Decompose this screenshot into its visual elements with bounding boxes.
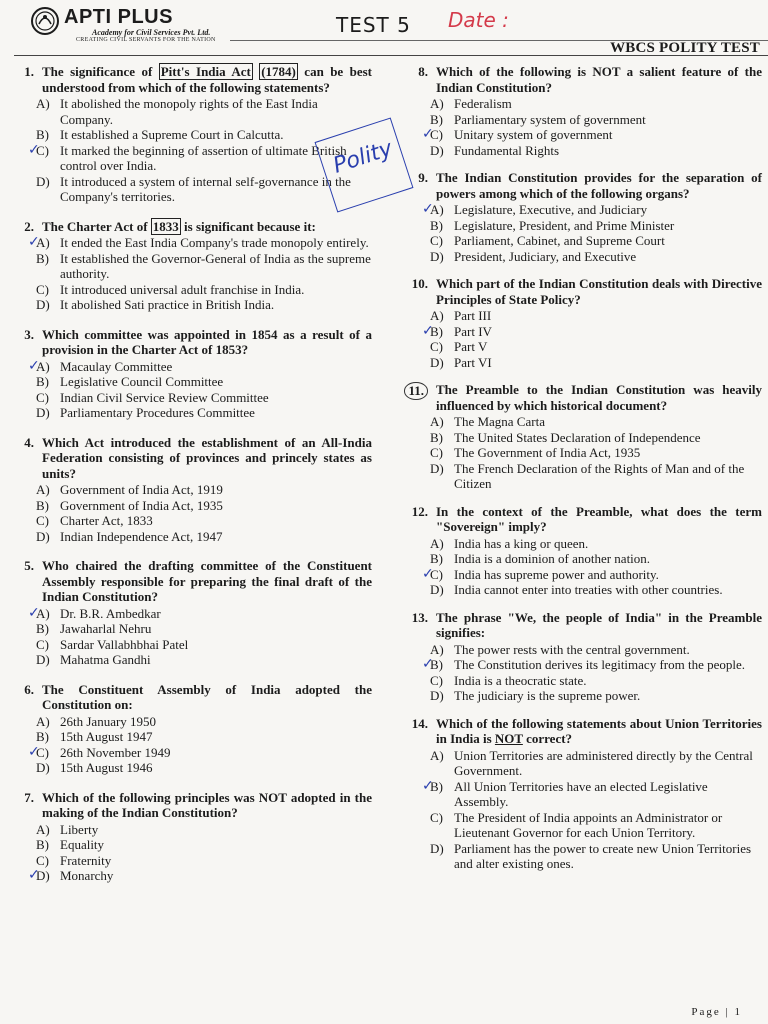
option-text: The judiciary is the supreme power. xyxy=(454,688,641,703)
check-mark-icon: ✓ xyxy=(422,201,434,217)
check-mark-icon: ✓ xyxy=(28,234,40,250)
option-text: It introduced a system of internal self-governance in the Company's territories. xyxy=(60,173,351,204)
option-letter: C) xyxy=(36,281,49,297)
options-list xyxy=(422,96,762,158)
question-3 xyxy=(6,327,372,421)
option-text: Parliamentary Procedures Committee xyxy=(60,405,255,420)
question-number: 14. xyxy=(411,715,428,731)
top-divider xyxy=(14,55,768,56)
option-text: Parliamentary system of government xyxy=(454,111,646,127)
option-a[interactable] xyxy=(430,414,762,430)
question-stem xyxy=(400,382,762,413)
option-text: 26th January 1950 xyxy=(60,713,157,729)
question-number: 1. xyxy=(24,64,34,79)
question-text: Which part of the Indian Constitution deals with Directive Principles of State Policy? xyxy=(436,276,762,307)
question-number: 8. xyxy=(418,64,428,79)
option-letter: C) xyxy=(36,744,49,760)
option-letter: A) xyxy=(36,605,50,621)
option-letter: C) xyxy=(430,233,443,248)
question-stem xyxy=(6,219,372,235)
option-letter: B) xyxy=(430,551,443,566)
option-text: Legislative Council Committee xyxy=(60,374,224,389)
question-text: The Constituent Assembly of India adopted the Constitution on: xyxy=(42,681,372,712)
question-number: 11. xyxy=(400,382,436,413)
option-text: The Government of India Act, 1935 xyxy=(454,445,641,460)
option-letter: C) xyxy=(430,809,443,825)
option-text: Dr. B.R. Ambedkar xyxy=(60,605,161,621)
option-b[interactable] xyxy=(430,112,762,128)
option-b[interactable] xyxy=(430,551,762,567)
option-text: Macaulay Committee xyxy=(60,358,173,374)
brand-logo xyxy=(30,6,220,46)
right-column xyxy=(400,64,762,872)
stamp-text: Polity xyxy=(330,136,396,179)
test-number: TEST 5 xyxy=(336,13,411,37)
question-text: Which of the following statements about Union Territories in India is NOT correct? xyxy=(436,715,762,746)
option-b[interactable] xyxy=(430,430,762,446)
option-c[interactable] xyxy=(430,810,762,841)
option-letter: D) xyxy=(36,173,50,189)
option-a[interactable] xyxy=(28,234,372,251)
question-text: The phrase "We, the people of India" in the Preamble signifies: xyxy=(436,609,762,640)
option-c[interactable] xyxy=(422,565,762,583)
check-mark-icon: ✓ xyxy=(28,867,40,883)
option-d[interactable] xyxy=(430,841,762,872)
question-number: 12. xyxy=(411,503,428,519)
option-letter: D) xyxy=(36,868,50,883)
option-text: Jawaharlal Nehru xyxy=(60,621,152,636)
option-text: Union Territories are administered directly by the Central Government. xyxy=(454,747,753,778)
option-letter: A) xyxy=(430,414,444,429)
check-mark-icon: ✓ xyxy=(28,743,40,760)
option-b[interactable] xyxy=(422,656,762,673)
option-text: Legislature, President, and Prime Minister xyxy=(454,217,675,233)
option-b[interactable] xyxy=(36,729,372,745)
option-letter: C) xyxy=(36,389,49,405)
option-text: India has a king or queen. xyxy=(454,535,589,551)
options-list xyxy=(36,482,372,544)
check-mark-icon: ✓ xyxy=(422,565,434,582)
option-text: It established a Supreme Court in Calcutta. xyxy=(60,127,284,142)
option-letter: B) xyxy=(430,323,443,339)
option-text: The Magna Carta xyxy=(454,414,545,429)
option-text: 26th November 1949 xyxy=(60,744,171,760)
question-number: 2. xyxy=(24,218,34,234)
option-a[interactable] xyxy=(430,308,762,324)
option-text: Parliament, Cabinet, and Supreme Court xyxy=(454,233,665,248)
option-letter: B) xyxy=(430,429,443,445)
option-letter: C) xyxy=(430,127,443,142)
option-text: Unitary system of government xyxy=(454,127,613,142)
option-text: Part IV xyxy=(454,323,492,339)
question-text: Who chaired the drafting committee of the Constituent Assembly responsible for preparing the final draft of the Indian Constitution? xyxy=(42,558,372,604)
option-b[interactable] xyxy=(430,218,762,234)
option-a[interactable] xyxy=(422,201,762,218)
option-letter: A) xyxy=(36,96,50,111)
option-text: Legislature, Executive, and Judiciary xyxy=(454,202,648,217)
question-number: 7. xyxy=(24,789,34,805)
option-letter: A) xyxy=(36,821,50,837)
question-8 xyxy=(400,64,762,158)
option-letter: A) xyxy=(430,308,444,323)
options-list xyxy=(422,201,762,264)
option-letter: B) xyxy=(36,621,49,636)
option-b[interactable] xyxy=(36,374,372,390)
option-letter: A) xyxy=(430,535,444,551)
option-letter: D) xyxy=(430,248,444,264)
option-letter: D) xyxy=(36,760,50,775)
left-column xyxy=(6,64,372,884)
option-text: Fraternity xyxy=(60,852,112,868)
option-text: Federalism xyxy=(454,96,512,111)
brand-name: APTI PLUS xyxy=(64,6,173,28)
option-letter: D) xyxy=(430,142,444,158)
option-a[interactable] xyxy=(430,96,762,112)
option-a[interactable] xyxy=(36,96,372,127)
page-header xyxy=(0,0,768,62)
option-c[interactable] xyxy=(36,513,372,529)
option-letter: D) xyxy=(36,297,50,312)
option-d[interactable] xyxy=(430,688,762,704)
options-list xyxy=(28,234,372,313)
option-d[interactable] xyxy=(430,355,762,371)
option-letter: D) xyxy=(430,582,444,597)
question-text: Which of the following is NOT a salient feature of the Indian Constitution? xyxy=(436,64,762,95)
question-text: The Preamble to the Indian Constitution was heavily influenced by which historical document? xyxy=(436,382,762,413)
option-letter: A) xyxy=(36,235,50,250)
option-c[interactable] xyxy=(430,445,762,461)
option-letter: D) xyxy=(430,354,444,370)
options-list xyxy=(430,414,762,492)
option-c[interactable] xyxy=(422,126,762,143)
option-c[interactable] xyxy=(36,853,372,869)
question-number: 4. xyxy=(24,434,34,450)
option-text: India cannot enter into treaties with other countries. xyxy=(454,582,723,597)
options-list xyxy=(422,308,762,370)
option-letter: B) xyxy=(36,729,49,744)
option-b[interactable] xyxy=(36,251,372,282)
option-text: Charter Act, 1833 xyxy=(60,513,153,528)
option-text: All Union Territories have an elected Legislative Assembly. xyxy=(454,778,708,809)
question-stem xyxy=(6,327,372,358)
brand-tagline: CREATING CIVIL SERVANTS FOR THE NATION xyxy=(76,37,216,43)
option-a[interactable] xyxy=(28,604,372,622)
option-d[interactable] xyxy=(36,652,372,668)
question-text: Which of the following principles was NOT adopted in the making of the Indian Constitution? xyxy=(42,789,372,820)
options-list xyxy=(422,641,762,704)
options-list xyxy=(28,357,372,421)
option-a[interactable] xyxy=(36,822,372,838)
option-d[interactable] xyxy=(36,405,372,421)
option-text: Government of India Act, 1935 xyxy=(60,497,223,513)
option-text: Parliament has the power to create new Union Territories and alter existing ones. xyxy=(454,840,752,871)
question-number: 5. xyxy=(24,558,34,573)
options-list xyxy=(422,535,762,598)
option-c[interactable] xyxy=(36,390,372,406)
option-b[interactable] xyxy=(422,322,762,340)
check-mark-icon: ✓ xyxy=(422,322,434,339)
check-mark-icon: ✓ xyxy=(28,604,40,621)
option-a[interactable] xyxy=(430,536,762,552)
options-list xyxy=(28,604,372,668)
option-letter: B) xyxy=(430,778,443,794)
option-text: Liberty xyxy=(60,821,99,837)
check-mark-icon: ✓ xyxy=(422,126,434,142)
option-text: Sardar Vallabhbhai Patel xyxy=(60,636,189,652)
option-letter: B) xyxy=(430,657,443,672)
option-a[interactable] xyxy=(430,748,762,779)
question-13 xyxy=(400,610,762,704)
option-text: Monarchy xyxy=(60,868,114,883)
check-mark-icon: ✓ xyxy=(28,141,40,158)
question-text: In the context of the Preamble, what does the term "Sovereign" imply? xyxy=(436,503,762,534)
option-d[interactable] xyxy=(28,867,372,884)
option-letter: B) xyxy=(36,127,49,142)
option-d[interactable] xyxy=(430,249,762,265)
option-letter: B) xyxy=(36,374,49,389)
options-list xyxy=(422,747,762,872)
option-text: Part VI xyxy=(454,354,492,370)
option-text: It established the Governor-General of India as the supreme authority. xyxy=(60,250,371,281)
question-5 xyxy=(6,558,372,668)
date-label: Date : xyxy=(448,8,509,32)
option-text: Indian Civil Service Review Committee xyxy=(60,389,269,405)
option-text: Fundamental Rights xyxy=(454,142,560,158)
option-text: It introduced universal adult franchise in India. xyxy=(60,281,305,297)
option-a[interactable] xyxy=(36,482,372,498)
question-11 xyxy=(400,382,762,492)
option-letter: B) xyxy=(430,217,443,233)
question-stem xyxy=(400,504,762,535)
question-14 xyxy=(400,716,762,872)
question-stem xyxy=(400,716,762,747)
option-b[interactable] xyxy=(36,837,372,853)
question-9 xyxy=(400,170,762,264)
question-12 xyxy=(400,504,762,598)
option-letter: D) xyxy=(36,652,50,667)
option-text: Government of India Act, 1919 xyxy=(60,482,223,497)
option-letter: D) xyxy=(36,528,50,544)
option-d[interactable] xyxy=(36,760,372,776)
question-number: 9. xyxy=(418,170,428,185)
question-stem xyxy=(400,64,762,95)
option-letter: C) xyxy=(36,513,49,528)
option-text: Indian Independence Act, 1947 xyxy=(60,528,223,544)
question-text: Which committee was appointed in 1854 as a result of a provision in the Charter Act of 1853? xyxy=(42,326,372,357)
option-text: The power rests with the central government. xyxy=(454,641,690,657)
option-letter: C) xyxy=(430,566,443,582)
question-1 xyxy=(6,64,372,205)
options-list xyxy=(28,821,372,884)
question-number: 10. xyxy=(411,276,428,291)
option-letter: A) xyxy=(430,747,444,763)
option-letter: A) xyxy=(430,202,444,217)
question-text: The Indian Constitution provides for the separation of powers among which of the following organs? xyxy=(436,170,762,201)
option-letter: B) xyxy=(36,250,49,266)
option-letter: C) xyxy=(430,672,443,688)
option-letter: D) xyxy=(430,688,444,703)
apti-plus-logo-icon xyxy=(30,6,60,36)
question-4 xyxy=(6,435,372,545)
option-text: It marked the beginning of assertion of ultimate British control over India. xyxy=(60,142,347,173)
option-d[interactable] xyxy=(36,174,372,205)
question-stem xyxy=(400,610,762,641)
option-text: 15th August 1947 xyxy=(60,729,153,744)
option-b[interactable] xyxy=(36,621,372,637)
question-6 xyxy=(6,682,372,776)
option-d[interactable] xyxy=(430,582,762,598)
option-text: The French Declaration of the Rights of Man and of the Citizen xyxy=(454,460,745,491)
option-c[interactable] xyxy=(430,233,762,249)
option-text: It abolished Sati practice in British India. xyxy=(60,297,275,312)
option-text: The Constitution derives its legitimacy from the people. xyxy=(454,657,745,672)
option-text: India has supreme power and authority. xyxy=(454,566,659,582)
question-10 xyxy=(400,276,762,370)
question-2 xyxy=(6,219,372,313)
question-stem xyxy=(6,790,372,821)
option-letter: C) xyxy=(36,636,49,652)
option-text: Part III xyxy=(454,308,492,323)
option-text: It abolished the monopoly rights of the East India Company. xyxy=(60,96,318,127)
option-d[interactable] xyxy=(430,143,762,159)
option-text: India is a dominion of another nation. xyxy=(454,551,651,566)
option-a[interactable] xyxy=(36,714,372,730)
options-list xyxy=(28,713,372,776)
option-letter: C) xyxy=(430,339,443,354)
option-c[interactable] xyxy=(36,637,372,653)
option-letter: C) xyxy=(36,142,49,158)
option-letter: C) xyxy=(36,852,49,868)
option-letter: A) xyxy=(36,482,50,497)
question-stem xyxy=(400,276,762,307)
option-c[interactable] xyxy=(36,282,372,298)
question-number: 6. xyxy=(24,681,34,697)
page-number: Page | 1 xyxy=(691,1006,742,1018)
question-text: The Charter Act of 1833 is significant because it: xyxy=(42,218,316,234)
option-text: Equality xyxy=(60,837,105,852)
question-stem xyxy=(6,64,372,95)
option-letter: A) xyxy=(36,713,50,729)
question-number: 13. xyxy=(411,609,428,625)
option-letter: B) xyxy=(430,111,443,127)
option-c[interactable] xyxy=(430,673,762,689)
option-letter: B) xyxy=(36,837,49,852)
question-text: The significance of Pitt's India Act (1784) can be best understood from which of the following statements? xyxy=(42,64,372,95)
option-text: The President of India appoints an Administrator or Lieutenant Governor for each Union Territory. xyxy=(454,809,723,840)
option-text: President, Judiciary, and Executive xyxy=(454,248,637,264)
option-text: India is a theocratic state. xyxy=(454,672,587,688)
option-letter: C) xyxy=(430,445,443,460)
question-7 xyxy=(6,790,372,884)
document-title: WBCS POLITY TEST xyxy=(610,40,760,56)
question-stem xyxy=(6,435,372,482)
check-mark-icon: ✓ xyxy=(28,357,40,374)
option-a[interactable] xyxy=(430,642,762,658)
option-c[interactable] xyxy=(28,743,372,761)
check-mark-icon: ✓ xyxy=(422,656,434,672)
option-text: Mahatma Gandhi xyxy=(60,652,151,667)
option-text: 15th August 1946 xyxy=(60,760,153,775)
question-stem xyxy=(400,170,762,201)
option-c[interactable] xyxy=(430,339,762,355)
question-text: Which Act introduced the establishment of an All-India Federation consisting of provinces and princely states as units? xyxy=(42,434,372,481)
option-letter: A) xyxy=(430,96,444,111)
option-letter: A) xyxy=(430,641,444,657)
question-number: 3. xyxy=(24,326,34,342)
option-text: It ended the East India Company's trade monopoly entirely. xyxy=(60,235,369,250)
option-letter: D) xyxy=(430,840,444,856)
option-d[interactable] xyxy=(36,297,372,313)
option-letter: B) xyxy=(36,497,49,513)
option-text: Part V xyxy=(454,339,488,354)
check-mark-icon: ✓ xyxy=(422,777,434,794)
option-text: The United States Declaration of Independence xyxy=(454,429,701,445)
option-d[interactable] xyxy=(36,529,372,545)
option-letter: A) xyxy=(36,358,50,374)
option-letter: D) xyxy=(430,460,444,476)
option-b[interactable] xyxy=(422,777,762,810)
question-stem xyxy=(6,682,372,713)
option-letter: D) xyxy=(36,405,50,420)
question-stem xyxy=(6,558,372,605)
option-b[interactable] xyxy=(36,498,372,514)
brand-subtitle: Academy for Civil Services Pvt. Ltd. xyxy=(92,28,211,37)
option-d[interactable] xyxy=(430,461,762,492)
option-a[interactable] xyxy=(28,357,372,375)
